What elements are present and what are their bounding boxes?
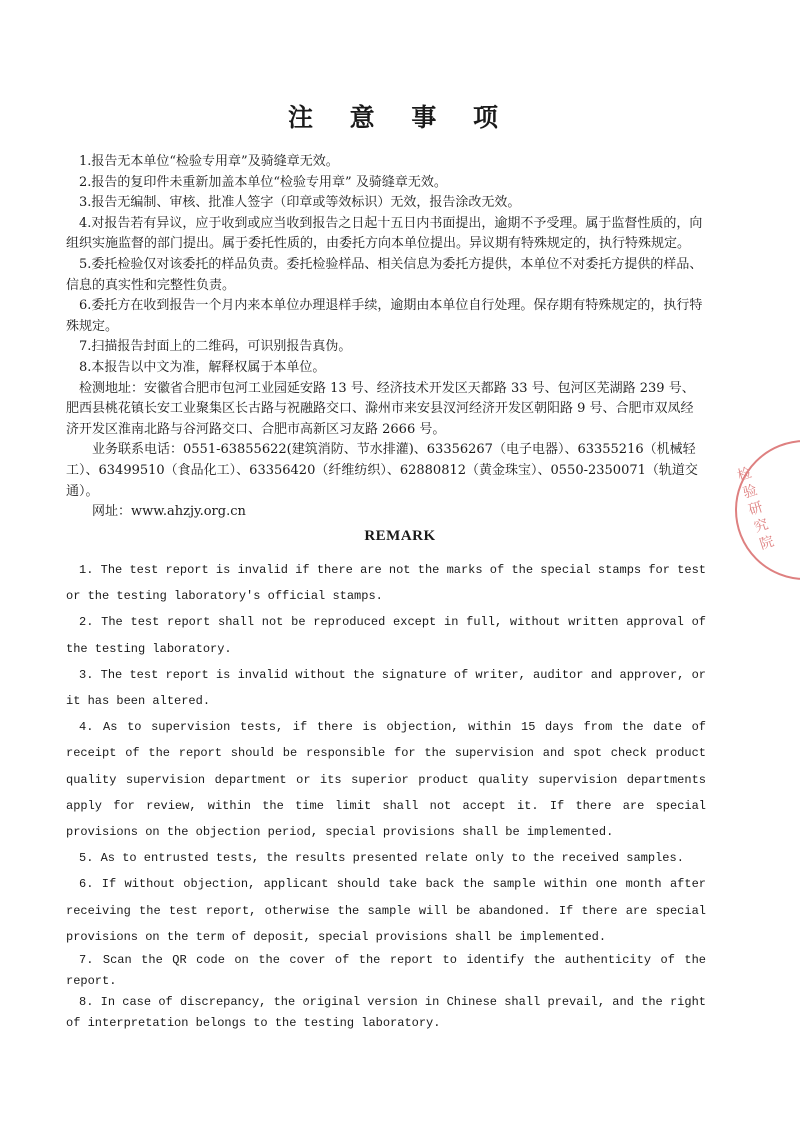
remark-item-4: 4. As to supervision tests, if there is objection, within 15 days from the date of receipt of the report should be responsible for the supervision and spot check product quality supervision department or its superior product quality supervision departments apply for review, within the time limit shall not accept it. If there are special provisions on the objection period, special provisions shall be implemented. <box>66 720 706 840</box>
notice-item-3: 3.报告无编制、审核、批准人签字（印章或等效标识）无效，报告涂改无效。 <box>79 195 521 211</box>
website-line: 网址：www.ahzjy.org.cn <box>92 504 246 520</box>
remark-list-english <box>66 557 706 1034</box>
stamp-text: 检验研究院 <box>733 464 777 556</box>
page-title-chinese: 注 意 事 项 <box>287 103 513 132</box>
notice-item-2: 2.报告的复印件未重新加盖本单位“检验专用章” 及骑缝章无效。 <box>79 174 447 190</box>
remark-item-5: 5. As to entrusted tests, the results presented relate only to the received samples. <box>79 851 684 866</box>
remark-item-2: 2. The test report shall not be reproduced except in full, without written approval of the testing laboratory. <box>66 615 706 656</box>
notice-item-8: 8.本报告以中文为准，解释权属于本单位。 <box>79 359 326 375</box>
testing-address: 检测地址：安徽省合肥市包河工业园延安路 13 号、经济技术开发区天都路 33 号、包河区芜湖路 239 号、肥西县桃花镇长安工业聚集区长古路与祝融路交口、滁州市来安县汊河经济开发区朝阳路 9 号、合肥市双凤经济开发区淮南北路与谷河路交口、合肥市高新区习友路 2666 号。 <box>66 380 695 437</box>
official-stamp-seal <box>735 440 800 580</box>
notice-item-4: 4.对报告若有异议，应于收到或应当收到报告之日起十五日内书面提出，逾期不予受理。属于监督性质的，向组织实施监督的部门提出。属于委托性质的，由委托方向本单位提出。异议期有特殊规定的，执行特殊规定。 <box>66 215 703 252</box>
remark-item-1: 1. The test report is invalid if there are not the marks of the special stamps for test or the testing laboratory's official stamps. <box>66 563 706 604</box>
remark-item-3: 3. The test report is invalid without the signature of writer, auditor and approver, or it has been altered. <box>66 667 706 709</box>
notice-list-chinese <box>66 152 706 523</box>
notice-item-6: 6.委托方在收到报告一个月内来本单位办理退样手续，逾期由本单位自行处理。保存期有特殊规定的，执行特殊规定。 <box>66 298 703 334</box>
remark-item-8: 8. In case of discrepancy, the original version in Chinese shall prevail, and the right of interpretation belongs to the testing laboratory. <box>66 995 706 1031</box>
page-title-english: REMARK <box>364 528 436 544</box>
notice-item-5: 5.委托检验仅对该委托的样品负责。委托检验样品、相关信息为委托方提供，本单位不对委托方提供的样品、信息的真实性和完整性负责。 <box>66 256 703 293</box>
contact-phones: 业务联系电话：0551-63855622(建筑消防、节水排灌)、63356267（电子电器）、63355216（机械轻工）、63499510（食品化工）、63356420（纤维纺织）、62880812（黄金珠宝）、0550-2350071（轨道交通）。 <box>66 442 698 499</box>
notice-item-7: 7.扫描报告封面上的二维码，可识别报告真伪。 <box>79 339 352 355</box>
remark-item-6: 6. If without objection, applicant should take back the sample within one month after receiving the test report, otherwise the sample will be abandoned. If there are special provisions on the term of deposit, special provisions shall be implemented. <box>66 877 706 944</box>
notice-item-1: 1.报告无本单位“检验专用章”及骑缝章无效。 <box>79 154 339 169</box>
remark-item-7: 7. Scan the QR code on the cover of the report to identify the authenticity of the report. <box>66 953 706 989</box>
